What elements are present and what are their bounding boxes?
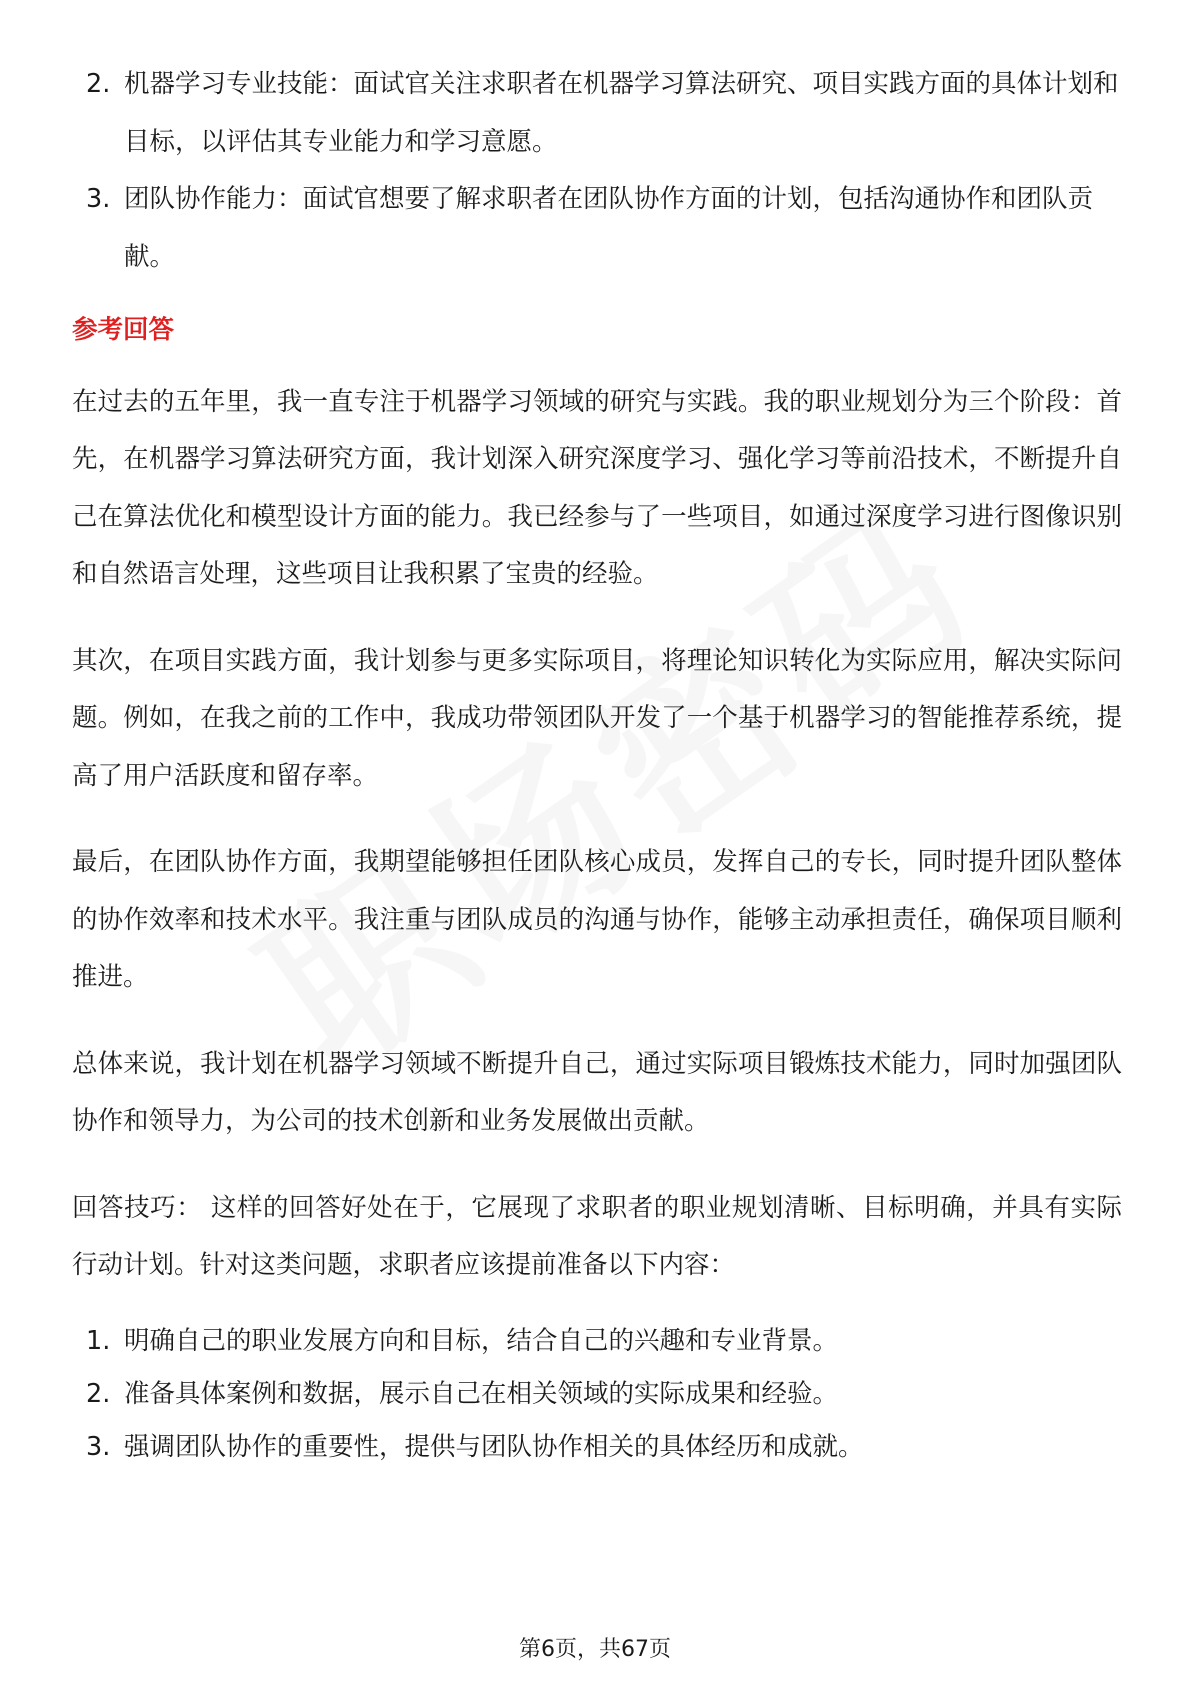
list-item-text: 机器学习专业技能：面试官关注求职者在机器学习算法研究、项目实践方面的具体计划和目标，以评估其专业能力和学习意愿。 (124, 69, 1119, 157)
list-item (72, 56, 1122, 171)
focus-points-list (72, 56, 1122, 286)
page-footer: 第6页，共67页 (519, 1637, 671, 1662)
list-number: 2. (86, 69, 111, 99)
answer-paragraph: 总体来说，我计划在机器学习领域不断提升自己，通过实际项目锻炼技术能力，同时加强团队协作和领导力，为公司的技术创新和业务发展做出贡献。 (72, 1048, 1122, 1136)
list-item-text: 强调团队协作的重要性，提供与团队协作相关的具体经历和成就。 (124, 1431, 864, 1462)
page-content (72, 56, 1122, 1474)
list-number: 2. (86, 1378, 111, 1409)
list-number: 3. (86, 184, 111, 214)
answer-paragraph: 在过去的五年里，我一直专注于机器学习领域的研究与实践。我的职业规划分为三个阶段：首先，在机器学习算法研究方面，我计划深入研究深度学习、强化学习等前沿技术，不断提升自己在算法优化和模型设计方面的能力。我已经参与了一些项目，如通过深度学习进行图像识别和自然语言处理，这些项目让我积累了宝贵的经验。 (72, 386, 1122, 589)
tips-paragraph: 回答技巧： 这样的回答好处在于，它展现了求职者的职业规划清晰、目标明确，并具有实际行动计划。针对这类问题，求职者应该提前准备以下内容： (72, 1192, 1122, 1280)
list-number: 3. (86, 1431, 111, 1462)
list-item (72, 171, 1122, 286)
answer-paragraph: 其次，在项目实践方面，我计划参与更多实际项目，将理论知识转化为实际应用，解决实际问题。例如，在我之前的工作中，我成功带领团队开发了一个基于机器学习的智能推荐系统，提高了用户活跃度和留存率。 (72, 645, 1122, 791)
tips-list (72, 1315, 1122, 1474)
list-item (72, 1421, 1122, 1474)
list-item-text: 准备具体案例和数据，展示自己在相关领域的实际成果和经验。 (124, 1378, 839, 1409)
list-item (72, 1368, 1122, 1421)
list-item (72, 1315, 1122, 1368)
section-title: 参考回答 (72, 315, 175, 345)
list-item-text: 团队协作能力：面试官想要了解求职者在团队协作方面的计划，包括沟通协作和团队贡献。 (124, 184, 1094, 272)
answer-paragraph: 最后，在团队协作方面，我期望能够担任团队核心成员，发挥自己的专长，同时提升团队整体的协作效率和技术水平。我注重与团队成员的沟通与协作，能够主动承担责任，确保项目顺利推进。 (72, 847, 1122, 992)
list-number: 1. (86, 1325, 111, 1356)
list-item-text: 明确自己的职业发展方向和目标，结合自己的兴趣和专业背景。 (124, 1325, 839, 1356)
